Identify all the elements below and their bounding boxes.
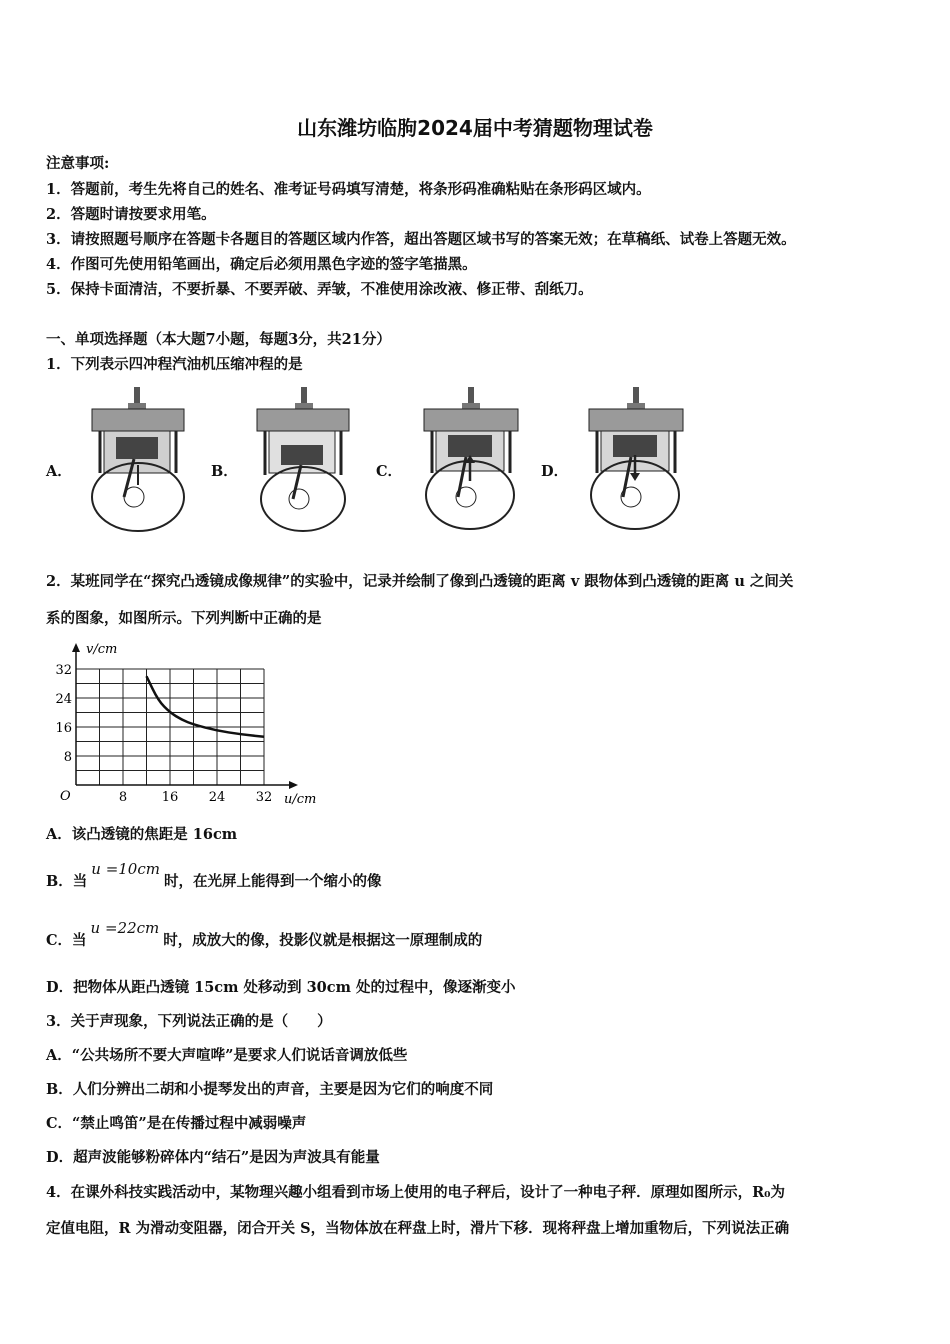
- notice-item: 5．保持卡面清洁，不要折暴、不要弄破、弄皱，不准使用涂改液、修正带、刮纸刀。: [46, 281, 593, 298]
- engine-intake-icon: [241, 385, 371, 535]
- notice-heading: 注意事项:: [46, 155, 110, 172]
- question-3-option-b: B．人们分辨出二胡和小提琴发出的声音，主要是因为它们的响度不同: [46, 1081, 494, 1098]
- notice-item: 4．作图可先使用铅笔画出，确定后必须用黑色字迹的签字笔描黑。: [46, 256, 477, 273]
- option-c-formula: u =22cm: [90, 919, 160, 937]
- lens-graph: [40, 635, 330, 810]
- engine-piston-up-icon: [406, 385, 536, 535]
- notice-item: 1．答题前，考生先将自己的姓名、准考证号码填写清楚，将条形码准确粘贴在条形码区域内。: [46, 181, 651, 198]
- question-3-option-d: D．超声波能够粉碎体内“结石”是因为声波具有能量: [46, 1149, 380, 1166]
- option-b-prefix: B．当: [46, 873, 88, 890]
- option-c-prefix: C．当: [46, 932, 87, 949]
- x-tick-label: 16: [161, 790, 179, 805]
- page-title: 山东潍坊临朐2024届中考猜题物理试卷: [297, 116, 653, 140]
- x-tick-label: 32: [255, 790, 273, 805]
- engine-compression-icon: [76, 385, 206, 535]
- question-2-option-b: [46, 860, 382, 891]
- option-a-label: A．: [46, 463, 72, 480]
- question-4-line2: 定值电阻，R 为滑动变阻器，闭合开关 S，当物体放在秤盘上时，滑片下移．现将秤盘上增加重物后，下列说法正确: [46, 1220, 790, 1237]
- engine-diagrams: [46, 385, 746, 535]
- option-d-label: D．: [541, 463, 569, 480]
- notice-item: 3．请按照题号顺序在答题卡各题目的答题区域内作答，超出答题区域书写的答案无效；在草稿纸、试卷上答题无效。: [46, 231, 796, 248]
- data-curve: [147, 676, 265, 737]
- question-3-stem: 3．关于声现象，下列说法正确的是（ ）: [46, 1013, 332, 1030]
- notice-item: 2．答题时请按要求用笔。: [46, 206, 216, 223]
- x-axis-arrow: [289, 781, 298, 789]
- section-heading: 一、单项选择题（本大题7小题，每题3分，共21分）: [46, 331, 391, 348]
- question-2-option-d: D．把物体从距凸透镜 15cm 处移动到 30cm 处的过程中，像逐渐变小: [46, 979, 516, 996]
- question-1-stem: 1．下列表示四冲程汽油机压缩冲程的是: [46, 356, 303, 373]
- question-2-option-a: A．该凸透镜的焦距是 16cm: [46, 826, 238, 843]
- option-c-label: C．: [376, 463, 403, 480]
- y-axis-label: v/cm: [86, 642, 118, 657]
- question-2-stem-line1: 2．某班同学在“探究凸透镜成像规律”的实验中，记录并绘制了像到凸透镜的距离 v 跟物体到凸透镜的距离 u 之间关: [46, 573, 794, 590]
- y-tick-label: 8: [63, 750, 72, 765]
- y-tick-label: 32: [55, 663, 72, 678]
- question-3-option-c: C．“禁止鸣笛”是在传播过程中减弱噪声: [46, 1115, 307, 1132]
- engine-piston-down-icon: [571, 385, 701, 535]
- y-axis-arrow: [72, 643, 80, 652]
- x-tick-label: 24: [208, 790, 226, 805]
- question-3-option-a: A．“公共场所不要大声喧哗”是要求人们说话音调放低些: [46, 1047, 408, 1064]
- x-axis-label: u/cm: [284, 792, 317, 807]
- x-tick-label: 8: [118, 790, 128, 805]
- question-4-line1: 4．在课外科技实践活动中，某物理兴趣小组看到市场上使用的电子秤后，设计了一种电子秤．原理如图所示，R₀为: [46, 1184, 785, 1201]
- question-2-stem-line2: 系的图象，如图所示。下列判断中正确的是: [46, 610, 322, 627]
- y-tick-label: 16: [55, 721, 72, 736]
- option-b-formula: u =10cm: [91, 860, 160, 878]
- graph-grid: [76, 669, 264, 785]
- y-tick-label: 24: [55, 692, 72, 707]
- origin-label: O: [60, 789, 71, 804]
- option-b-text: 时，在光屏上能得到一个缩小的像: [163, 873, 382, 890]
- option-c-text: 时，成放大的像，投影仪就是根据这一原理制成的: [163, 932, 483, 949]
- option-b-label: B．: [211, 463, 238, 480]
- question-2-option-c: [46, 919, 483, 950]
